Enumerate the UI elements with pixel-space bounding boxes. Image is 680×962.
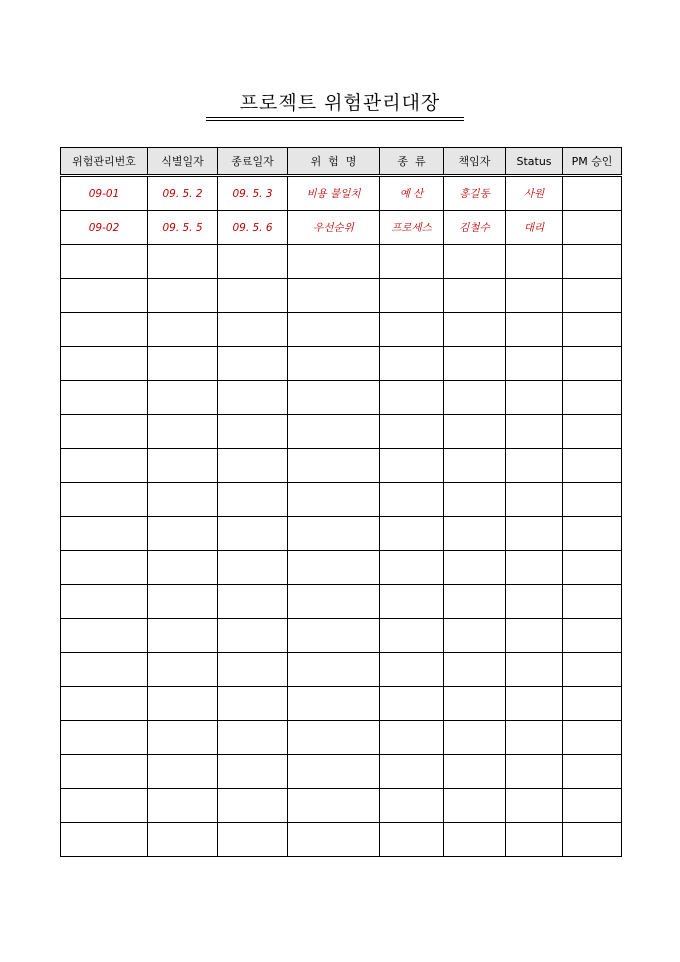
cell-closed-date[interactable] (218, 585, 288, 619)
cell-identified-date[interactable] (148, 347, 218, 381)
cell-closed-date[interactable] (218, 721, 288, 755)
cell-closed-date[interactable] (218, 653, 288, 687)
cell-owner[interactable] (444, 449, 506, 483)
table-row (61, 449, 622, 483)
table-row (61, 245, 622, 279)
cell-identified-date[interactable] (148, 823, 218, 857)
table-body (61, 176, 622, 857)
cell-pm-approval[interactable] (563, 347, 622, 381)
cell-risk-id[interactable] (61, 415, 148, 449)
cell-pm-approval[interactable] (563, 687, 622, 721)
cell-pm-approval[interactable] (563, 721, 622, 755)
cell-identified-date[interactable]: 09. 5. 2 (148, 176, 218, 211)
cell-risk-name[interactable] (288, 381, 380, 415)
cell-closed-date[interactable] (218, 313, 288, 347)
cell-pm-approval[interactable] (563, 415, 622, 449)
table-row (61, 347, 622, 381)
table-row (61, 789, 622, 823)
cell-pm-approval[interactable] (563, 619, 622, 653)
table-row (61, 313, 622, 347)
cell-risk-name[interactable] (288, 347, 380, 381)
cell-closed-date[interactable]: 09. 5. 3 (218, 176, 288, 211)
header-risk-id: 위험관리번호 (61, 148, 148, 176)
cell-pm-approval[interactable] (563, 313, 622, 347)
cell-risk-id[interactable] (61, 347, 148, 381)
cell-pm-approval[interactable] (563, 551, 622, 585)
title-underline-top (206, 117, 464, 118)
header-risk-name: 위 험 명 (288, 148, 380, 176)
cell-identified-date[interactable] (148, 279, 218, 313)
cell-risk-name[interactable] (288, 619, 380, 653)
table-header (61, 148, 622, 176)
table-row (61, 755, 622, 789)
cell-risk-id[interactable] (61, 245, 148, 279)
cell-status[interactable] (506, 245, 563, 279)
cell-category[interactable] (380, 721, 444, 755)
cell-identified-date[interactable] (148, 313, 218, 347)
cell-category[interactable] (380, 245, 444, 279)
cell-status[interactable]: 대리 (506, 211, 563, 245)
cell-status[interactable] (506, 347, 563, 381)
cell-risk-id[interactable] (61, 279, 148, 313)
cell-risk-name[interactable]: 우선순위 (288, 211, 380, 245)
cell-closed-date[interactable] (218, 449, 288, 483)
cell-status[interactable] (506, 415, 563, 449)
header-identified-date: 식별일자 (148, 148, 218, 176)
cell-owner[interactable] (444, 721, 506, 755)
cell-status[interactable] (506, 313, 563, 347)
cell-pm-approval[interactable] (563, 823, 622, 857)
cell-risk-name[interactable] (288, 823, 380, 857)
header-pm-approval: PM 승인 (563, 148, 622, 176)
table-row (61, 585, 622, 619)
table-row (61, 279, 622, 313)
cell-closed-date[interactable]: 09. 5. 6 (218, 211, 288, 245)
cell-pm-approval[interactable] (563, 755, 622, 789)
cell-identified-date[interactable] (148, 755, 218, 789)
cell-status[interactable] (506, 619, 563, 653)
cell-category[interactable]: 예 산 (380, 176, 444, 211)
cell-owner[interactable] (444, 755, 506, 789)
cell-owner[interactable] (444, 279, 506, 313)
cell-owner[interactable] (444, 245, 506, 279)
cell-closed-date[interactable] (218, 347, 288, 381)
cell-identified-date[interactable] (148, 619, 218, 653)
cell-risk-id[interactable] (61, 755, 148, 789)
cell-pm-approval[interactable] (563, 789, 622, 823)
table-row (61, 721, 622, 755)
cell-status[interactable] (506, 823, 563, 857)
cell-closed-date[interactable] (218, 415, 288, 449)
cell-identified-date[interactable] (148, 449, 218, 483)
cell-identified-date[interactable] (148, 551, 218, 585)
cell-owner[interactable] (444, 619, 506, 653)
cell-closed-date[interactable] (218, 619, 288, 653)
cell-category[interactable] (380, 823, 444, 857)
header-closed-date: 종료일자 (218, 148, 288, 176)
cell-category[interactable] (380, 789, 444, 823)
cell-identified-date[interactable] (148, 245, 218, 279)
table-row (61, 381, 622, 415)
cell-closed-date[interactable] (218, 483, 288, 517)
cell-identified-date[interactable] (148, 687, 218, 721)
cell-status[interactable] (506, 449, 563, 483)
cell-identified-date[interactable] (148, 653, 218, 687)
cell-risk-name[interactable] (288, 449, 380, 483)
cell-status[interactable] (506, 653, 563, 687)
table-row (61, 653, 622, 687)
cell-status[interactable] (506, 755, 563, 789)
cell-identified-date[interactable] (148, 517, 218, 551)
table-row (61, 415, 622, 449)
cell-closed-date[interactable] (218, 823, 288, 857)
cell-category[interactable] (380, 347, 444, 381)
cell-owner[interactable] (444, 381, 506, 415)
cell-owner[interactable] (444, 823, 506, 857)
cell-owner[interactable] (444, 551, 506, 585)
cell-owner[interactable] (444, 517, 506, 551)
cell-status[interactable] (506, 381, 563, 415)
cell-risk-name[interactable] (288, 755, 380, 789)
cell-owner[interactable] (444, 585, 506, 619)
table-row (61, 823, 622, 857)
header-owner: 책임자 (444, 148, 506, 176)
cell-risk-name[interactable] (288, 415, 380, 449)
document-title: 프로젝트 위험관리대장 (239, 92, 441, 114)
table-row (61, 211, 622, 245)
cell-identified-date[interactable] (148, 483, 218, 517)
cell-category[interactable] (380, 381, 444, 415)
cell-risk-id[interactable] (61, 823, 148, 857)
cell-category[interactable] (380, 551, 444, 585)
cell-risk-id[interactable] (61, 381, 148, 415)
cell-status[interactable] (506, 551, 563, 585)
cell-closed-date[interactable] (218, 381, 288, 415)
cell-owner[interactable]: 홍길동 (444, 176, 506, 211)
cell-risk-name[interactable] (288, 721, 380, 755)
cell-pm-approval[interactable] (563, 381, 622, 415)
cell-risk-name[interactable]: 비용 불일치 (288, 176, 380, 211)
cell-owner[interactable] (444, 313, 506, 347)
cell-closed-date[interactable] (218, 517, 288, 551)
cell-risk-id[interactable] (61, 517, 148, 551)
cell-category[interactable] (380, 653, 444, 687)
cell-risk-id[interactable] (61, 449, 148, 483)
title-area (0, 88, 680, 115)
table-row (61, 483, 622, 517)
cell-pm-approval[interactable] (563, 211, 622, 245)
cell-risk-name[interactable] (288, 245, 380, 279)
cell-risk-id[interactable] (61, 789, 148, 823)
cell-risk-id[interactable] (61, 585, 148, 619)
cell-category[interactable] (380, 415, 444, 449)
cell-pm-approval[interactable] (563, 517, 622, 551)
cell-pm-approval[interactable] (563, 279, 622, 313)
cell-closed-date[interactable] (218, 551, 288, 585)
cell-risk-id[interactable]: 09-02 (61, 211, 148, 245)
cell-owner[interactable] (444, 789, 506, 823)
cell-identified-date[interactable] (148, 789, 218, 823)
cell-status[interactable] (506, 687, 563, 721)
cell-risk-id[interactable]: 09-01 (61, 176, 148, 211)
cell-risk-id[interactable] (61, 551, 148, 585)
cell-identified-date[interactable] (148, 381, 218, 415)
cell-category[interactable] (380, 449, 444, 483)
cell-owner[interactable] (444, 483, 506, 517)
cell-pm-approval[interactable] (563, 245, 622, 279)
header-category: 종 류 (380, 148, 444, 176)
cell-category[interactable] (380, 313, 444, 347)
cell-risk-name[interactable] (288, 517, 380, 551)
cell-identified-date[interactable] (148, 585, 218, 619)
cell-risk-id[interactable] (61, 687, 148, 721)
cell-owner[interactable] (444, 347, 506, 381)
table-row (61, 687, 622, 721)
table-row (61, 551, 622, 585)
cell-status[interactable] (506, 585, 563, 619)
cell-owner[interactable] (444, 415, 506, 449)
cell-category[interactable] (380, 755, 444, 789)
cell-risk-name[interactable] (288, 551, 380, 585)
cell-pm-approval[interactable] (563, 653, 622, 687)
cell-closed-date[interactable] (218, 245, 288, 279)
cell-status[interactable] (506, 279, 563, 313)
cell-risk-id[interactable] (61, 313, 148, 347)
cell-risk-id[interactable] (61, 721, 148, 755)
cell-status[interactable] (506, 789, 563, 823)
table-row (61, 517, 622, 551)
cell-risk-name[interactable] (288, 653, 380, 687)
cell-category[interactable]: 프로세스 (380, 211, 444, 245)
cell-status[interactable] (506, 483, 563, 517)
cell-identified-date[interactable]: 09. 5. 5 (148, 211, 218, 245)
risk-register-table (60, 147, 622, 857)
cell-pm-approval[interactable] (563, 449, 622, 483)
cell-pm-approval[interactable] (563, 585, 622, 619)
cell-owner[interactable] (444, 687, 506, 721)
cell-risk-name[interactable] (288, 789, 380, 823)
cell-status[interactable]: 사원 (506, 176, 563, 211)
cell-risk-name[interactable] (288, 687, 380, 721)
cell-pm-approval[interactable] (563, 483, 622, 517)
cell-closed-date[interactable] (218, 687, 288, 721)
header-row (61, 148, 622, 176)
title-underline-bottom (206, 120, 464, 121)
cell-closed-date[interactable] (218, 755, 288, 789)
cell-pm-approval[interactable] (563, 176, 622, 211)
cell-category[interactable] (380, 483, 444, 517)
cell-status[interactable] (506, 517, 563, 551)
cell-identified-date[interactable] (148, 721, 218, 755)
table-row (61, 176, 622, 211)
cell-risk-id[interactable] (61, 619, 148, 653)
cell-category[interactable] (380, 585, 444, 619)
cell-risk-name[interactable] (288, 483, 380, 517)
cell-status[interactable] (506, 721, 563, 755)
cell-category[interactable] (380, 279, 444, 313)
cell-risk-name[interactable] (288, 313, 380, 347)
cell-closed-date[interactable] (218, 279, 288, 313)
cell-risk-id[interactable] (61, 653, 148, 687)
cell-closed-date[interactable] (218, 789, 288, 823)
cell-category[interactable] (380, 687, 444, 721)
cell-owner[interactable]: 김철수 (444, 211, 506, 245)
cell-owner[interactable] (444, 653, 506, 687)
cell-identified-date[interactable] (148, 415, 218, 449)
table-row (61, 619, 622, 653)
cell-risk-id[interactable] (61, 483, 148, 517)
cell-category[interactable] (380, 517, 444, 551)
cell-category[interactable] (380, 619, 444, 653)
header-status: Status (506, 148, 563, 176)
cell-risk-name[interactable] (288, 279, 380, 313)
cell-risk-name[interactable] (288, 585, 380, 619)
